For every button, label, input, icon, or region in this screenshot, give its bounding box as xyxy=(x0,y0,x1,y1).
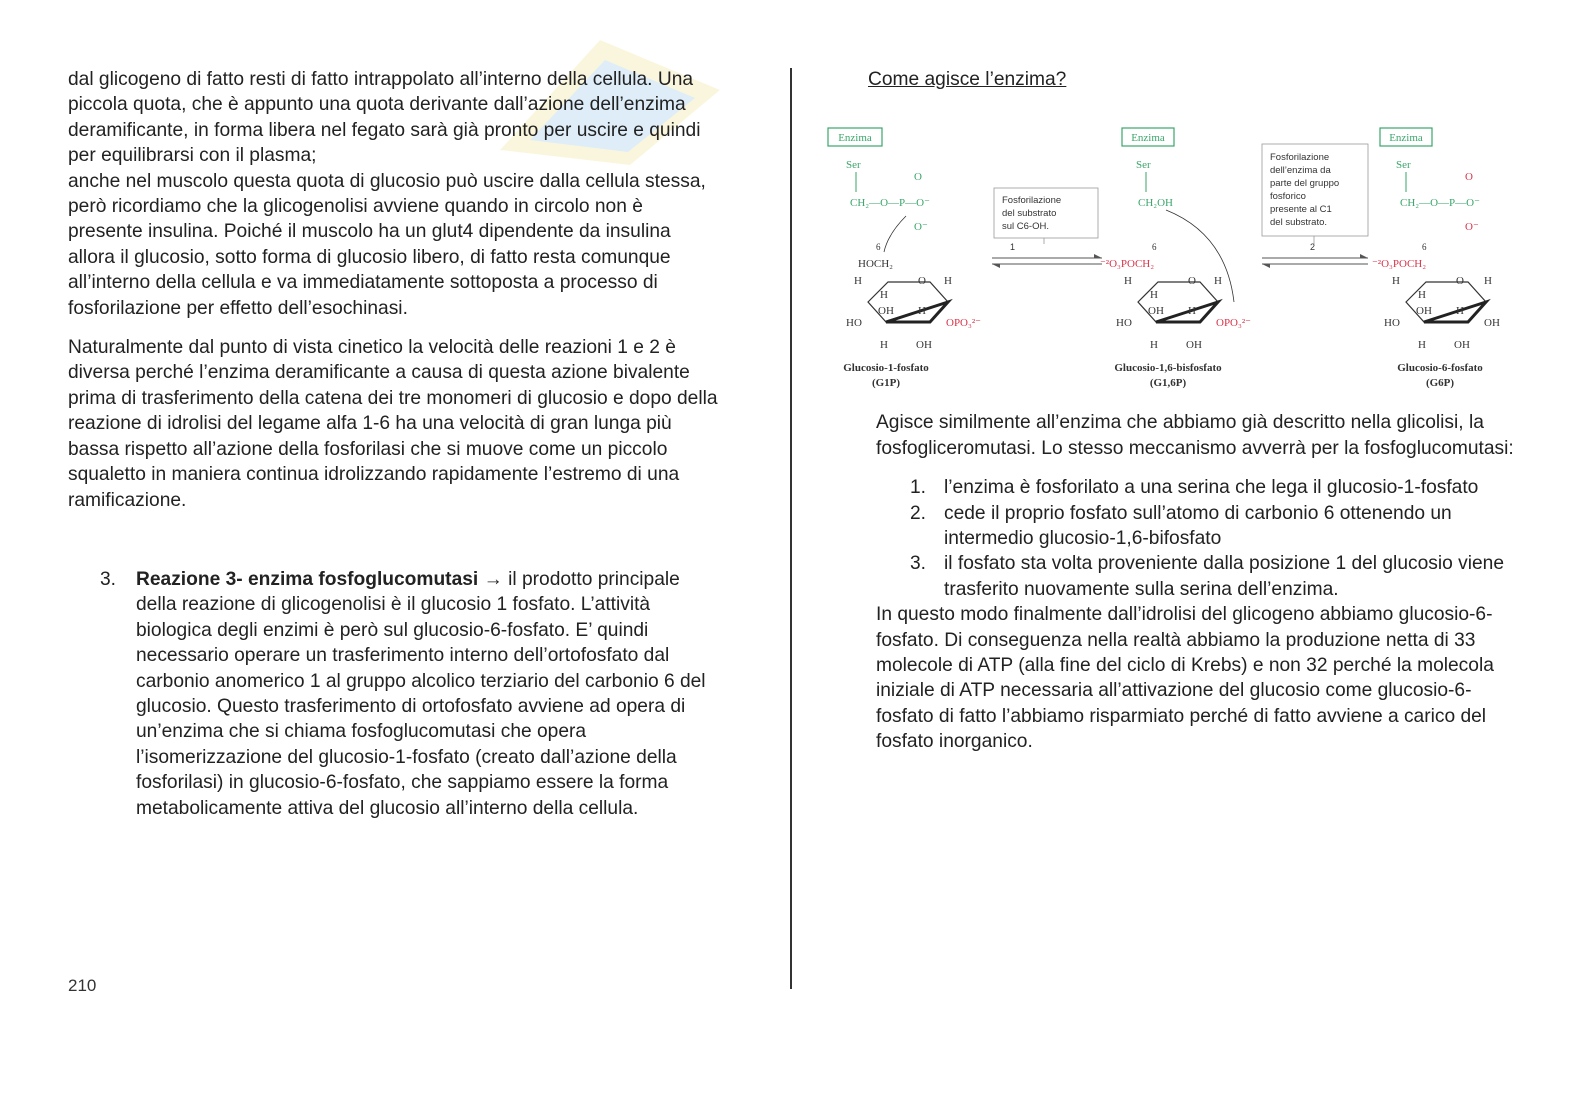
h-label: H xyxy=(1484,275,1492,287)
list-item-text: cede il proprio fosfato sull’atomo di carbonio 6 ottenendo un intermedio glucosio-1,6-bifosfato xyxy=(944,502,1452,550)
h-label: H xyxy=(1418,289,1426,301)
section-heading: Come agisce l’enzima? xyxy=(868,69,1067,90)
box1-line-3: sul C6-OH. xyxy=(1002,221,1049,232)
molecule-g6p xyxy=(1372,128,1500,389)
h-label: H xyxy=(944,275,952,287)
h-label: H xyxy=(1418,339,1426,351)
molecule-name-2: Glucosio-1,6-bisfosfato xyxy=(1114,362,1222,374)
left-paragraph-1b: anche nel muscolo questa quota di glucosio può uscire dalla cellula stessa, però ricordiamo che la glicogenolisi avviene quando in circolo non è presente insulina. Poiché il muscolo ha un glut4 dipendente da insulina allora il glucosio, sotto forma di glucosio libero, di fatto resta comunque all’interno della cellula e va immediatamente sottoposta a processo di fosforilazione per effetto dell’esochinasi. xyxy=(68,170,706,319)
arrow-icon: → xyxy=(483,568,503,590)
hoch2-label-1: HOCH₂ xyxy=(858,258,894,270)
oh-label: OH xyxy=(1454,339,1470,351)
oh-label: OH xyxy=(916,339,932,351)
h-label: H xyxy=(1150,339,1158,351)
enzyme-label-3: Enzima xyxy=(1389,132,1423,144)
h-label: H xyxy=(880,289,888,301)
carbon-6-label-3: 6 xyxy=(1422,242,1427,252)
box2-line-5: presente al C1 xyxy=(1270,204,1332,215)
o3poch2-label-2: ⁻²O₃POCH₂ xyxy=(1100,258,1155,270)
h-label: H xyxy=(1456,305,1464,317)
h-label: H xyxy=(1392,275,1400,287)
phosphate-ominus-1: O⁻ xyxy=(914,221,928,233)
ser-label-3: Ser xyxy=(1396,159,1411,171)
list-item-reaction-3 xyxy=(68,567,718,821)
h-label: H xyxy=(1150,289,1158,301)
ho-label: HO xyxy=(1384,317,1400,329)
enzyme-phosphate-1: CH₂—O—P—O⁻ xyxy=(850,197,930,209)
oh-label: OH xyxy=(1186,339,1202,351)
oh-label: OH xyxy=(1148,305,1164,317)
reaction-3-title: Reazione 3- enzima fosfoglucomutasi xyxy=(136,568,479,590)
molecule-name-1: Glucosio-1-fosfato xyxy=(843,362,929,374)
h-label: H xyxy=(854,275,862,287)
h-label: H xyxy=(1214,275,1222,287)
h-label: H xyxy=(880,339,888,351)
enzyme-label-2: Enzima xyxy=(1131,132,1165,144)
right-paragraph-2: In questo modo finalmente dall’idrolisi del glicogeno abbiamo glucosio-6-fosfato. Di conseguenza nella realtà abbiamo la produzione netta di 33 molecole di ATP (alla fine del ciclo di Krebs) e non 32 perché la molecola iniziale di ATP necessaria all’attivazione del glucosio come glucosio-6-fosfato di fatto l’abbiamo risparmiato perché di fatto avviene a carico del fosfato inorganico. xyxy=(876,604,1494,753)
enzyme-phosphate-3: CH₂—O—P—O⁻ xyxy=(1400,197,1480,209)
o3poch2-label-3: ⁻²O₃POCH₂ xyxy=(1372,258,1427,270)
ring-oxygen-3: O xyxy=(1456,275,1464,287)
molecule-abbr-3: (G6P) xyxy=(1425,377,1455,389)
left-paragraph-2: Naturalmente dal punto di vista cinetico la velocità delle reazioni 1 e 2 è diversa perché l’enzima deramificante a causa di questa azione bivalente prima di trasferimento della catena dei tre monomeri di glucosio e dopo della reazione di idrolisi del legame alfa 1-6 ha una velocità di gran lunga più bassa rispetto all’azione della fosforilasi che si muove come un piccolo squaletto in maniera continua idrolizzando rapidamente l’estremo di una ramificazione. xyxy=(68,337,718,511)
carbon-6-label-2: 6 xyxy=(1152,242,1157,252)
left-column xyxy=(68,67,718,821)
h-label: H xyxy=(1188,305,1196,317)
right-paragraph-1: Agisce similmente all’enzima che abbiamo già descritto nella glicolisi, la fosfogliceromutasi. Lo stesso meccanismo avverrà per la fosfoglucomutasi: xyxy=(876,412,1514,459)
ser-label-1: Ser xyxy=(846,159,861,171)
oh-label: OH xyxy=(1484,317,1500,329)
list-item-number: 2. xyxy=(910,502,927,524)
reaction-arrow-1 xyxy=(992,188,1102,268)
ho-label: HO xyxy=(846,317,862,329)
page-number: 210 xyxy=(68,976,97,995)
molecule-g16p xyxy=(1100,128,1251,389)
phosphate-oxygen-1: O xyxy=(914,171,922,183)
box1-line-2: del substrato xyxy=(1002,208,1057,219)
oh-label: OH xyxy=(1416,305,1432,317)
box2-line-4: fosforico xyxy=(1270,191,1306,202)
carbon-6-label-1: 6 xyxy=(876,242,881,252)
h-label: H xyxy=(918,305,926,317)
step-number-2: 2 xyxy=(1310,242,1316,252)
list-item-text: il fosfato sta volta proveniente dalla posizione 1 del glucosio viene trasferito nuovamente sulla serina dell’enzima. xyxy=(944,553,1504,600)
step-number-1: 1 xyxy=(1010,242,1016,252)
box2-line-2: dell’enzima da xyxy=(1270,165,1331,176)
list-item-text: l’enzima è fosforilato a una serina che lega il glucosio-1-fosfato xyxy=(944,477,1479,499)
opo3-label-1: OPO₃²⁻ xyxy=(946,317,981,329)
list-item-number: 3. xyxy=(100,568,117,590)
phosphoglucomutase-diagram xyxy=(826,124,1514,396)
left-paragraph-1: dal glicogeno di fatto resti di fatto intrappolato all’interno della cellula. Una piccola quota, che è appunto una quota derivante dall’azione dell’enzima deramificante, in forma libera nel fegato sarà già pronto per uscire e quindi per equilibrarsi con il plasma; xyxy=(68,69,701,167)
box2-line-1: Fosforilazione xyxy=(1270,152,1330,163)
list-item xyxy=(876,475,1516,500)
reaction-arrow-2 xyxy=(1262,144,1368,268)
mechanism-list xyxy=(876,475,1516,602)
box1-line-1: Fosforilazione xyxy=(1002,195,1062,206)
reaction-3-text: il prodotto principale della reazione di glicogenolisi è il glucosio 1 fosfato. L’attività biologica degli enzimi è però sul glucosio-6-fosfato. E’ quindi necessario operare un trasferimento interno dell’ortofosfato dal carbonio anomerico 1 al gruppo alcolico terziario del carbonio 6 del glucosio. Questo trasferimento di ortofosfato avviene ad opera di un’enzima che si chiama fosfoglucomutasi che opera l’isomerizzazione del glucosio-1-fosfato (creato dall’azione della fosforilasi) in glucosio-6-fosfato, che sappiamo essere la forma metabolicamente attiva del glucosio all’interno della cellula. xyxy=(136,568,706,819)
molecule-abbr-1: (G1P) xyxy=(871,377,901,389)
list-item-number: 3. xyxy=(910,553,927,575)
phosphate-ominus-3: O⁻ xyxy=(1465,221,1479,233)
ring-oxygen-2: O xyxy=(1188,275,1196,287)
list-item-number: 1. xyxy=(910,477,927,499)
ho-label: HO xyxy=(1116,317,1132,329)
box2-line-3: parte del gruppo xyxy=(1270,178,1340,189)
column-divider xyxy=(790,68,792,989)
h-label: H xyxy=(1124,275,1132,287)
ch2oh-label: CH₂OH xyxy=(1138,197,1174,209)
ser-label-2: Ser xyxy=(1136,159,1151,171)
box2-line-6: del substrato. xyxy=(1270,217,1328,228)
molecule-g1p xyxy=(828,128,981,389)
list-item xyxy=(876,501,1516,552)
molecule-name-3: Glucosio-6-fosfato xyxy=(1397,362,1483,374)
ring-oxygen-1: O xyxy=(918,275,926,287)
list-item xyxy=(876,551,1516,602)
enzyme-label-1: Enzima xyxy=(838,132,872,144)
molecule-abbr-2: (G1,6P) xyxy=(1149,377,1187,389)
phosphate-oxygen-3: O xyxy=(1465,171,1473,183)
oh-label: OH xyxy=(878,305,894,317)
opo3-label-2: OPO₃²⁻ xyxy=(1216,317,1251,329)
